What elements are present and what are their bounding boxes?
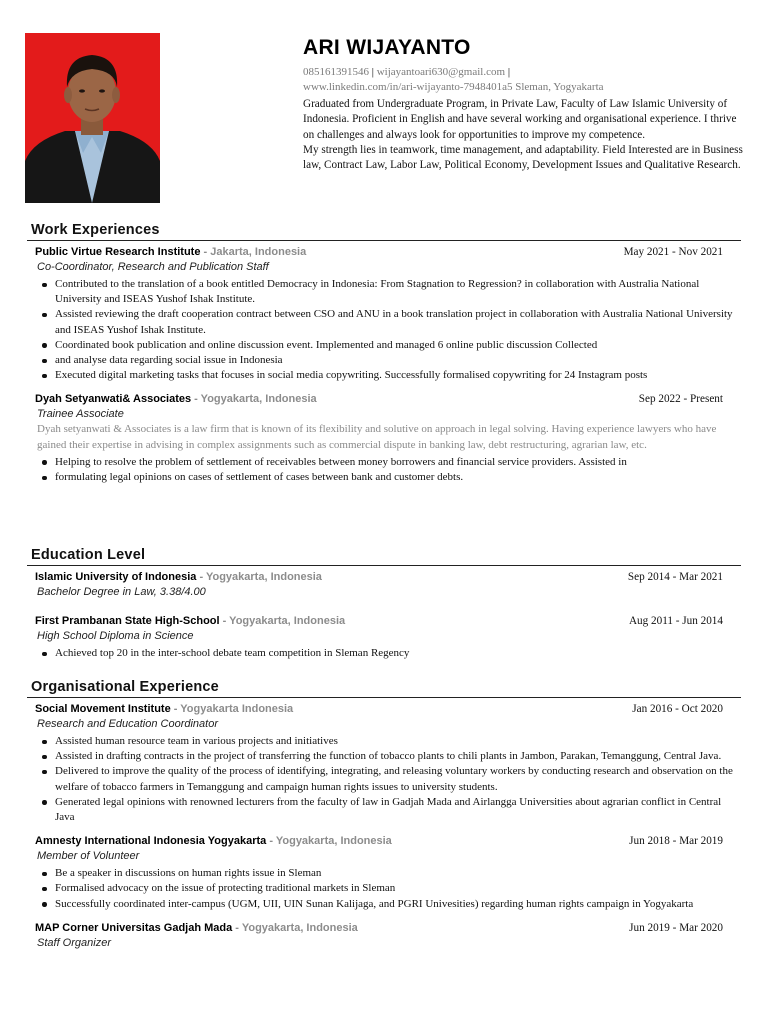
profile-photo: [25, 33, 160, 203]
bullet-list: [35, 646, 741, 661]
section-title: Organisational Experience: [27, 678, 741, 698]
date-range: Jun 2019 - Mar 2020: [629, 921, 723, 934]
organization-name: Social Movement Institute: [35, 703, 171, 715]
date-range: Aug 2011 - Jun 2014: [628, 615, 723, 627]
bullet-list: [35, 277, 741, 383]
email-link[interactable]: wijayantoari630@gmail.com: [376, 66, 506, 78]
bullet-item: Be a speaker in discussions on human rights issue in Sleman: [55, 866, 741, 881]
bullet-item: formulating legal opinions on cases of settlement of cases between bank and customer debts.: [55, 470, 741, 485]
organisation-entry: [27, 920, 741, 951]
bullet-list: [35, 734, 741, 825]
contact-line-2: [303, 80, 743, 95]
date-range: May 2021 - Nov 2021: [623, 246, 723, 258]
organization-name: Public Virtue Research Institute: [35, 246, 201, 258]
entry-header: [35, 569, 741, 585]
work-experience-section: [27, 221, 741, 485]
entry-header: [35, 613, 741, 629]
profile-summary: [303, 97, 743, 173]
bullet-item: Achieved top 20 in the inter-school debate team competition in Sleman Regency: [55, 646, 741, 661]
organization-name: MAP Corner Universitas Gadjah Mada: [35, 921, 233, 934]
location-text: - Yogyakarta, Indonesia: [219, 615, 346, 627]
section-title: Work Experiences: [27, 221, 741, 241]
bullet-item: Formalised advocacy on the issue of protecting traditional markets in Sleman: [55, 881, 741, 896]
role-title: Trainee Associate: [37, 408, 124, 421]
organization-name: Amnesty International Indonesia Yogyakarta: [35, 835, 267, 848]
work-entry: [27, 391, 741, 485]
organisation-entry: [27, 701, 741, 825]
work-entry: [27, 244, 741, 383]
bullet-item: Helping to resolve the problem of settlement of receivables between money borrowers and financial service providers. Assisted in: [55, 455, 741, 470]
bullet-item: Assisted in drafting contracts in the project of transferring the function of tobacco plants to chili plants in Jambon, Parakan, Temanggung, Central Java.: [55, 749, 741, 764]
entry-header: [35, 920, 741, 936]
role-title: Co-Coordinator, Research and Publication Staff: [37, 261, 269, 273]
bullet-item: Successfully coordinated inter-campus (UGM, UII, UIN Sunan Kalijaga, and PGRI Univesities) regarding human rights campaign in Yogyakarta: [55, 897, 741, 912]
role-title: Staff Organizer: [37, 936, 111, 949]
contact-line: [303, 65, 743, 80]
date-range: Sep 2014 - Mar 2021: [627, 571, 723, 583]
education-entry: [27, 613, 741, 661]
location-text: - Yogyakarta, Indonesia: [232, 921, 358, 934]
separator: |: [507, 66, 511, 78]
bullet-item: Assisted human resource team in various projects and initiatives: [55, 734, 741, 749]
education-entry: [27, 569, 741, 600]
location-text: - Yogyakarta, Indonesia: [266, 835, 392, 848]
bullet-item: Assisted reviewing the draft cooperation contract between CSO and ANU in a book translation project in collaboration with Australia National University and ISEAS Yushof Ishak Institute.: [55, 307, 741, 337]
location-text: - Jakarta, Indonesia: [200, 246, 307, 258]
bullet-item: Executed digital marketing tasks that focuses in social media copywriting. Successfully formalised copywriting for 24 Instagram posts: [55, 368, 741, 383]
bullet-list: [35, 866, 741, 912]
linkedin-link[interactable]: www.linkedin.com/in/ari-wijayanto-7948401a5: [303, 81, 513, 93]
phone-number[interactable]: 085161391546: [303, 66, 369, 78]
date-range: Jan 2016 - Oct 2020: [632, 703, 723, 715]
bullet-item: Coordinated book publication and online discussion event. Implemented and managed 6 online public discussion Collected: [55, 338, 741, 353]
candidate-name: ARI WIJAYANTO: [303, 36, 471, 59]
bullet-list: [35, 455, 741, 485]
company-description: Dyah setyanwati & Associates is a law firm that is known of its flexibility and solutive on approach in legal solving. Having experience lawyers who have gained their expertise in advising in complex assignments such as commercial dispute in banking law, debt restructuring, agrarian law, etc.: [37, 423, 717, 451]
summary-paragraph: My strength lies in teamwork, time management, and adaptability. Field Interested are in Business law, Contract Law, Labor Law, Political Economy, Development Issues and Qualitative Research.: [303, 143, 743, 172]
bullet-item: Generated legal opinions with renowned lecturers from the faculty of law in Gadjah Mada and Airlangga Universities about agrarian conflict in Central Java: [55, 795, 741, 825]
bullet-item: Contributed to the translation of a book entitled Democracy in Indonesia: From Stagnation to Regression? in collaboration with Australia National University and ISEAS Yushof Ishak Institute.: [55, 277, 741, 307]
organization-name: Dyah Setyanwati& Associates: [35, 393, 192, 406]
role-title: Member of Volunteer: [37, 850, 140, 863]
separator: |: [371, 66, 374, 78]
institution-name: First Prambanan State High-School: [35, 615, 220, 627]
date-range: Sep 2022 - Present: [638, 393, 723, 406]
location-text: - Yogyakarta, Indonesia: [191, 393, 317, 406]
location-text: - Yogyakarta Indonesia: [170, 703, 294, 715]
degree-title: High School Diploma in Science: [37, 630, 194, 642]
degree-title: Bachelor Degree in Law, 3.38/4.00: [37, 586, 206, 598]
role-title: Research and Education Coordinator: [37, 718, 219, 730]
organisation-entry: [27, 833, 741, 912]
date-range: Jun 2018 - Mar 2019: [629, 835, 723, 848]
institution-name: Islamic University of Indonesia: [35, 571, 197, 583]
bullet-item: and analyse data regarding social issue in Indonesia: [55, 353, 741, 368]
organisation-section: [27, 678, 741, 951]
resume-header: [303, 36, 743, 173]
location-text: - Yogyakarta, Indonesia: [196, 571, 322, 583]
section-title: Education Level: [27, 546, 741, 566]
education-section: [27, 546, 741, 661]
summary-paragraph: Graduated from Undergraduate Program, in Private Law, Faculty of Law Islamic University of Indonesia. Proficient in English and have several working and organisational experience. I thrive on challenges and always look for opportunities to improve my competence.: [303, 98, 737, 141]
entry-header: [35, 833, 741, 849]
entry-header: [35, 391, 741, 407]
entry-header: [35, 701, 741, 717]
entry-header: [35, 244, 741, 260]
bullet-item: Delivered to improve the quality of the process of identifying, integrating, and releasing voluntary workers by conducting research and observation on the welfare of tobacco farmers in Temanggung and campaign human rights issues to university students.: [55, 764, 741, 794]
location-text: Sleman, Yogyakarta: [515, 81, 604, 93]
